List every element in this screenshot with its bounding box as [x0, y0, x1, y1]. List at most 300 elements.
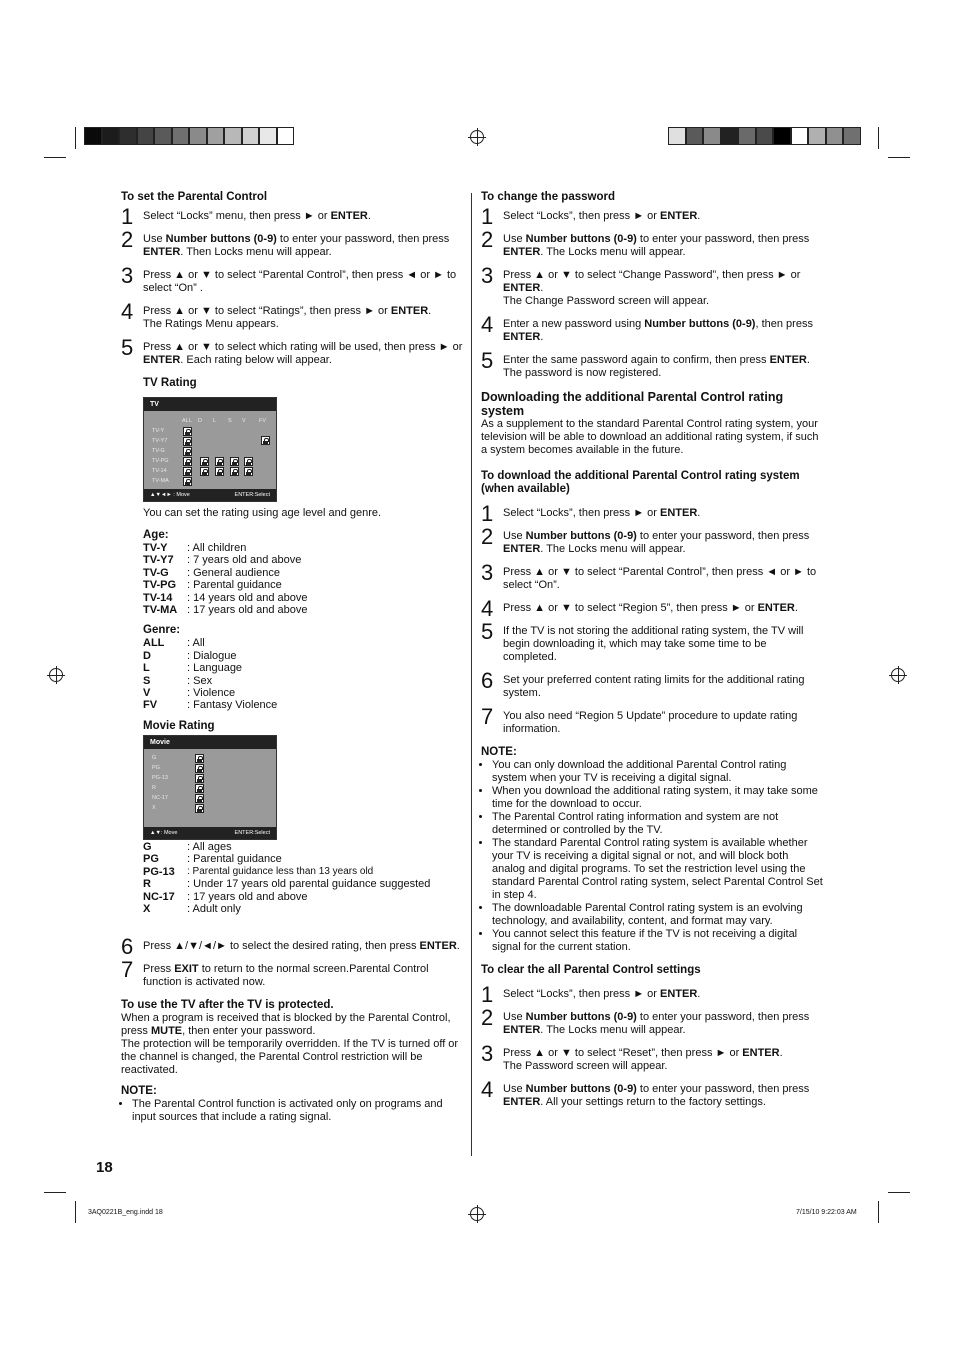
term: TV-PG	[143, 579, 177, 592]
note-item: • The Parental Control function is activated only on programs and input sources that include a rating signal.	[132, 1098, 463, 1124]
key-name: EXIT	[174, 963, 199, 975]
text-run: Select “Locks”, then press ► or	[503, 210, 661, 222]
term: PG-13	[143, 865, 175, 878]
note-item: • You cannot select this feature if the TV is not receiving a digital signal for the current station.	[492, 928, 823, 954]
step-1	[481, 204, 823, 229]
lock-icon[interactable]	[244, 467, 253, 476]
color-swatch	[808, 127, 826, 145]
color-swatch	[172, 127, 190, 145]
step-number: 5	[481, 348, 494, 373]
step-3	[121, 263, 463, 295]
step-3	[481, 263, 823, 308]
term: FV	[143, 699, 158, 712]
text-run: .	[540, 282, 544, 294]
step-number: 4	[121, 299, 134, 324]
column-label: S	[228, 418, 232, 424]
step-number: 6	[121, 934, 134, 959]
crop-mark	[75, 1201, 76, 1223]
text-run: Press ▲ or ▼ to select “Parental Control”, then press ◄ or ► to select “On”.	[503, 566, 817, 591]
step-text	[143, 341, 463, 367]
color-swatch	[119, 127, 137, 145]
text-run: Press ▲ or ▼ to select “Change Password”, then press ► or	[503, 269, 801, 281]
definition: : All	[187, 637, 205, 650]
key-name: Number buttons (0-9)	[525, 1011, 637, 1023]
definition: : General audience	[187, 566, 280, 579]
key-name: ENTER	[330, 210, 368, 222]
step-number: 2	[481, 1005, 494, 1030]
text-run: Press ▲ or ▼ to select “Reset”, then press ► or	[503, 1047, 743, 1059]
definition: : All ages	[187, 841, 232, 853]
step-text	[503, 210, 823, 223]
text-run: , then press	[755, 318, 813, 330]
text-run: . The Locks menu will appear.	[540, 1024, 686, 1036]
definition: : Fantasy Violence	[187, 699, 278, 712]
step-text	[503, 566, 823, 592]
term: TV-G	[143, 566, 169, 579]
color-swatch	[154, 127, 172, 145]
key-name: ENTER	[660, 507, 698, 519]
step-text	[503, 988, 823, 1001]
term: TV-Y7	[143, 554, 174, 567]
download-intro: As a supplement to the standard Parental Control rating system, your television will be able to download an additional rating system, if such a system becomes available in the future.	[481, 418, 819, 456]
row-label: X	[152, 805, 156, 811]
color-swatch	[756, 127, 774, 145]
notes-list	[121, 1098, 463, 1124]
registration-mark-icon	[891, 668, 905, 682]
row-label: TV-14	[152, 468, 167, 474]
steps-list	[121, 204, 463, 367]
text-run: . The Locks menu will appear.	[540, 543, 686, 555]
definition: : Language	[187, 662, 243, 675]
definition: : Parental guidance	[187, 579, 282, 592]
text-run: The Password screen will appear.	[503, 1060, 668, 1072]
color-swatch	[102, 127, 120, 145]
lock-icon[interactable]	[261, 436, 270, 445]
note-item: • The downloadable Parental Control rating system is an evolving technology, and availability, content, and format may vary.	[492, 902, 823, 928]
step-text	[503, 1011, 823, 1037]
column-label: FV	[259, 418, 267, 424]
step-text	[503, 318, 823, 344]
lock-icon[interactable]	[183, 437, 192, 446]
column-divider	[471, 193, 472, 1156]
footer-move: ▲▼: Move	[150, 830, 178, 836]
row-label: TV-PG	[152, 458, 169, 464]
lock-icon[interactable]	[244, 457, 253, 466]
text-run: .	[367, 210, 371, 222]
step-4	[481, 1077, 823, 1109]
step-5	[481, 348, 823, 380]
step-number: 2	[481, 524, 494, 549]
lock-icon[interactable]	[195, 764, 204, 773]
text-run: Enter the same password again to confirm, then press	[503, 354, 770, 366]
text-run: . All your settings return to the factory settings.	[540, 1096, 766, 1108]
step-number: 2	[481, 227, 494, 252]
term: PG	[143, 853, 159, 866]
note-heading: NOTE:	[481, 746, 517, 758]
definition: : Under 17 years old parental guidance suggested	[187, 878, 431, 891]
crop-mark	[44, 157, 66, 158]
footer-timestamp: 7/15/10 9:22:03 AM	[796, 1209, 857, 1216]
menu-title: TV	[144, 398, 276, 411]
key-name: ENTER	[503, 1096, 541, 1108]
steps-list	[481, 982, 823, 1109]
text-run: Use	[503, 530, 526, 542]
step-text	[503, 625, 823, 664]
movie-details	[143, 841, 463, 915]
step-text	[143, 210, 463, 223]
movie-rating-menu	[143, 735, 277, 840]
term: ALL	[143, 637, 165, 650]
page-number: 18	[96, 1159, 113, 1176]
text-run: .	[806, 354, 810, 366]
text-run: Use	[143, 233, 166, 245]
step-text	[503, 710, 823, 736]
color-swatch	[773, 127, 791, 145]
text-run: Enter a new password using	[503, 318, 645, 330]
step-7	[481, 704, 823, 736]
text-run: Press ▲/▼/◄/► to select the desired rating, then press	[143, 940, 420, 952]
definition: : Sex	[187, 674, 213, 687]
text-run: . Then Locks menu will appear.	[180, 246, 332, 258]
text-run: to enter your password, then press	[636, 1083, 810, 1095]
text-run: .	[697, 210, 701, 222]
genre-list	[143, 637, 463, 711]
age-heading: Age:	[143, 529, 169, 541]
column-label: ALL	[182, 418, 192, 424]
step-text	[503, 233, 823, 259]
download-title: Downloading the additional Parental Control rating system	[481, 390, 784, 418]
key-name: Number buttons (0-9)	[525, 530, 637, 542]
color-swatch	[224, 127, 242, 145]
section-title: To change the password	[481, 191, 615, 203]
step-1	[481, 501, 823, 526]
key-name: ENTER	[660, 210, 698, 222]
key-name: ENTER	[503, 282, 541, 294]
color-swatch	[207, 127, 225, 145]
step-number: 2	[121, 227, 134, 252]
term: TV-Y	[143, 542, 168, 554]
definition: : 14 years old and above	[187, 591, 308, 604]
tv-details	[143, 507, 463, 733]
crop-mark	[75, 127, 76, 149]
definition: : All children	[187, 542, 247, 554]
text-run: Parental Control function is activated now.	[143, 963, 429, 988]
column-label: V	[242, 418, 246, 424]
step-number: 7	[121, 957, 134, 982]
definition: : Parental guidance	[187, 853, 282, 866]
menu-footer	[144, 827, 276, 839]
text-run: .	[428, 305, 432, 317]
key-name: Number buttons (0-9)	[525, 1083, 637, 1095]
term: G	[143, 841, 152, 853]
column-label: L	[213, 418, 217, 424]
step-number: 3	[481, 1041, 494, 1066]
note-item: • The standard Parental Control rating system is available whether your TV is receiving a digital signal or not, and will block both analog and digital programs. To set the restriction level using the standard Parental Control rating system, select Parental Control Set in step 4.	[492, 837, 823, 902]
color-swatch	[686, 127, 704, 145]
text-run: The Change Password screen will appear.	[503, 295, 710, 307]
step-text	[503, 602, 823, 615]
step-number: 1	[481, 501, 494, 526]
lock-icon[interactable]	[200, 457, 209, 466]
text-run: Use	[503, 1011, 526, 1023]
step-5	[121, 335, 463, 367]
crop-mark	[878, 1201, 879, 1223]
movie-rating-list	[143, 841, 463, 915]
step-6	[481, 668, 823, 700]
color-swatch	[738, 127, 756, 145]
key-name: ENTER	[143, 246, 181, 258]
term: TV-MA	[143, 604, 178, 617]
step-number: 4	[481, 1077, 494, 1102]
crop-mark	[44, 1192, 66, 1193]
footer-filename: 3AQ0221B_eng.indd 18	[88, 1209, 163, 1216]
section-title: To set the Parental Control	[121, 191, 268, 203]
key-name: ENTER	[742, 1047, 780, 1059]
lock-icon[interactable]	[183, 427, 192, 436]
footer-select: ENTER:Select	[234, 492, 270, 498]
step-2	[481, 227, 823, 259]
text-run: Set your preferred content rating limits for the additional rating system.	[503, 674, 805, 699]
key-name: ENTER	[503, 331, 541, 343]
row-label: R	[152, 785, 156, 791]
text-run: to enter your password, then press	[636, 233, 810, 245]
term: V	[143, 687, 151, 700]
lock-icon[interactable]	[230, 457, 239, 466]
lock-icon[interactable]	[195, 784, 204, 793]
step-3	[481, 560, 823, 592]
key-name: ENTER	[660, 988, 698, 1000]
row-label: TV-G	[152, 448, 165, 454]
crop-mark	[888, 1192, 910, 1193]
definition: : 17 years old and above	[187, 604, 308, 617]
color-swatch	[721, 127, 739, 145]
lock-icon[interactable]	[195, 794, 204, 803]
lock-icon[interactable]	[183, 457, 192, 466]
registration-mark-icon	[470, 130, 484, 144]
text-run: to enter your password, then press	[636, 1011, 810, 1023]
term: X	[143, 903, 151, 916]
text-run: .	[697, 507, 701, 519]
color-swatch	[826, 127, 844, 145]
key-name: ENTER	[769, 354, 807, 366]
color-swatch	[703, 127, 721, 145]
text-run: . The Locks menu will appear.	[540, 246, 686, 258]
text-run: Press ▲ or ▼ to select “Parental Control”, then press ◄ or ► to select “On” .	[143, 269, 457, 294]
row-label: TV-Y7	[152, 438, 168, 444]
step-text	[503, 1083, 823, 1109]
download-subtitle: To download the additional Parental Control rating system (when available)	[481, 470, 800, 495]
key-name: ENTER	[757, 602, 795, 614]
lock-icon[interactable]	[215, 467, 224, 476]
step-number: 5	[121, 335, 134, 360]
text-run: Use	[503, 1083, 526, 1095]
definition: : Violence	[187, 687, 236, 700]
left-column	[121, 191, 463, 394]
step-number: 1	[481, 982, 494, 1007]
term: TV-14	[143, 591, 173, 604]
step-number: 3	[481, 560, 494, 585]
step-2	[481, 524, 823, 556]
step-text	[143, 269, 463, 295]
term: R	[143, 878, 151, 891]
steps-list	[481, 204, 823, 380]
lock-icon[interactable]	[215, 457, 224, 466]
color-swatch	[668, 127, 686, 145]
key-name: ENTER	[390, 305, 429, 317]
step-text	[143, 940, 463, 953]
step-2	[481, 1005, 823, 1037]
clear-title: To clear the all Parental Control settings	[481, 964, 701, 976]
color-swatch	[189, 127, 207, 145]
registration-mark-icon	[49, 668, 63, 682]
color-swatch	[277, 127, 295, 145]
step-number: 3	[121, 263, 134, 288]
note-heading: NOTE:	[121, 1085, 157, 1097]
text-run: .	[540, 331, 544, 343]
crop-mark	[888, 157, 910, 158]
text-run: Select “Locks”, then press ► or	[503, 988, 661, 1000]
step-text	[503, 674, 823, 700]
text-run: to enter your password, then press	[636, 530, 810, 542]
text-run: Use	[503, 233, 526, 245]
text-run: If the TV is not storing the additional rating system, the TV will begin downloading it, which may take some time to be completed.	[503, 625, 804, 663]
step-4	[481, 596, 823, 621]
menu-footer	[144, 489, 276, 501]
lock-icon[interactable]	[200, 467, 209, 476]
step-text	[143, 233, 463, 259]
lock-icon[interactable]	[183, 477, 192, 486]
row-label: PG-13	[152, 775, 168, 781]
definition: : Parental guidance less than 13 years old	[187, 865, 374, 877]
step-text	[503, 354, 823, 380]
text-run: .	[697, 988, 701, 1000]
key-name: MUTE	[150, 1025, 183, 1037]
step-text	[503, 530, 823, 556]
row-label: TV-MA	[152, 478, 169, 484]
menu-title: Movie	[144, 736, 276, 749]
text-run: Press ▲ or ▼ to select “Ratings”, then press ► or	[143, 305, 391, 317]
genre-heading: Genre:	[143, 624, 181, 637]
key-name: Number buttons (0-9)	[165, 233, 277, 245]
text-run: to return to the normal screen.	[198, 963, 350, 975]
age-list	[143, 542, 463, 616]
text-run: Press	[143, 963, 175, 975]
text-run: to enter your password, then press	[276, 233, 450, 245]
term: S	[143, 674, 151, 687]
term: NC-17	[143, 890, 175, 903]
registration-mark-icon	[470, 1207, 484, 1221]
color-swatch	[242, 127, 260, 145]
color-swatch	[137, 127, 155, 145]
definition: : 17 years old and above	[187, 890, 308, 903]
step-number: 3	[481, 263, 494, 288]
protected-paragraph-2: The protection will be temporarily overridden. If the TV is turned off or the channel is changed, the Parental Control restriction will be reactivated.	[121, 1038, 459, 1076]
step-2	[121, 227, 463, 259]
lock-icon[interactable]	[195, 774, 204, 783]
text-run: .	[794, 602, 798, 614]
term: D	[143, 649, 151, 662]
text-run: Press ▲ or ▼ to select which rating will be used, then press ► or	[143, 341, 463, 353]
lock-icon[interactable]	[183, 467, 192, 476]
note-item: • You can only download the additional Parental Control rating system when your TV is receiving a digital signal.	[492, 759, 823, 785]
column-label: D	[198, 418, 202, 424]
step-text	[143, 963, 463, 989]
key-name: ENTER	[503, 1024, 541, 1036]
text-run: .	[779, 1047, 783, 1059]
step-4	[121, 299, 463, 331]
step-1	[121, 204, 463, 229]
text-run: You also need “Region 5 Update” procedure to update rating information.	[503, 710, 798, 735]
key-name: ENTER	[503, 543, 541, 555]
tv-rating-heading: TV Rating	[143, 377, 197, 389]
step-5	[481, 619, 823, 664]
crop-mark	[878, 127, 879, 149]
step-number: 4	[481, 312, 494, 337]
lock-icon[interactable]	[195, 804, 204, 813]
protected-title: To use the TV after the TV is protected.	[121, 999, 334, 1011]
definition: : Dialogue	[187, 649, 237, 662]
row-label: NC-17	[152, 795, 168, 801]
color-swatch	[843, 127, 861, 145]
key-name: ENTER	[503, 246, 541, 258]
note-item: • The Parental Control rating information and system are not determined or controlled by the TV.	[492, 811, 823, 837]
lock-icon[interactable]	[230, 467, 239, 476]
notes-list	[481, 759, 823, 954]
key-name: ENTER	[419, 940, 457, 952]
protected-paragraph-1	[121, 1012, 463, 1038]
left-column-bottom	[121, 934, 463, 1124]
step-6	[121, 934, 463, 959]
text-run: Press ▲ or ▼ to select “Region 5”, then press ► or	[503, 602, 758, 614]
lock-icon[interactable]	[195, 754, 204, 763]
footer-select: ENTER:Select	[234, 830, 270, 836]
row-label: TV-Y	[152, 428, 165, 434]
color-swatch	[259, 127, 277, 145]
step-number: 6	[481, 668, 494, 693]
step-number: 1	[121, 204, 134, 229]
key-name: Number buttons (0-9)	[525, 233, 637, 245]
step-number: 5	[481, 619, 494, 644]
footer-move: ▲▼◄► : Move	[150, 492, 190, 498]
text-run: When a program is received that is blocked by the Parental Control, press	[121, 1012, 451, 1037]
step-4	[481, 312, 823, 344]
text-run: The Ratings Menu appears.	[143, 318, 279, 330]
step-number: 4	[481, 596, 494, 621]
step-text	[503, 1047, 823, 1073]
definition: : 7 years old and above	[187, 554, 302, 567]
text-run: .	[456, 940, 460, 952]
lock-icon[interactable]	[183, 447, 192, 456]
text-run: Select “Locks”, then press ► or	[503, 507, 661, 519]
step-3	[481, 1041, 823, 1073]
step-number: 1	[481, 204, 494, 229]
key-name: ENTER	[143, 354, 181, 366]
steps-list	[121, 934, 463, 989]
step-7	[121, 957, 463, 989]
note-item: • When you download the additional rating system, it may take some time for the download to occur.	[492, 785, 823, 811]
right-column	[481, 191, 823, 1119]
text-run: . Each rating below will appear.	[180, 354, 332, 366]
step-text	[503, 269, 823, 308]
step-text	[503, 507, 823, 520]
color-swatch	[791, 127, 809, 145]
definition: : Adult only	[187, 903, 241, 916]
steps-list	[481, 501, 823, 736]
key-name: Number buttons (0-9)	[644, 318, 756, 330]
step-1	[481, 982, 823, 1007]
color-swatch	[84, 127, 102, 145]
row-label: G	[152, 755, 157, 761]
